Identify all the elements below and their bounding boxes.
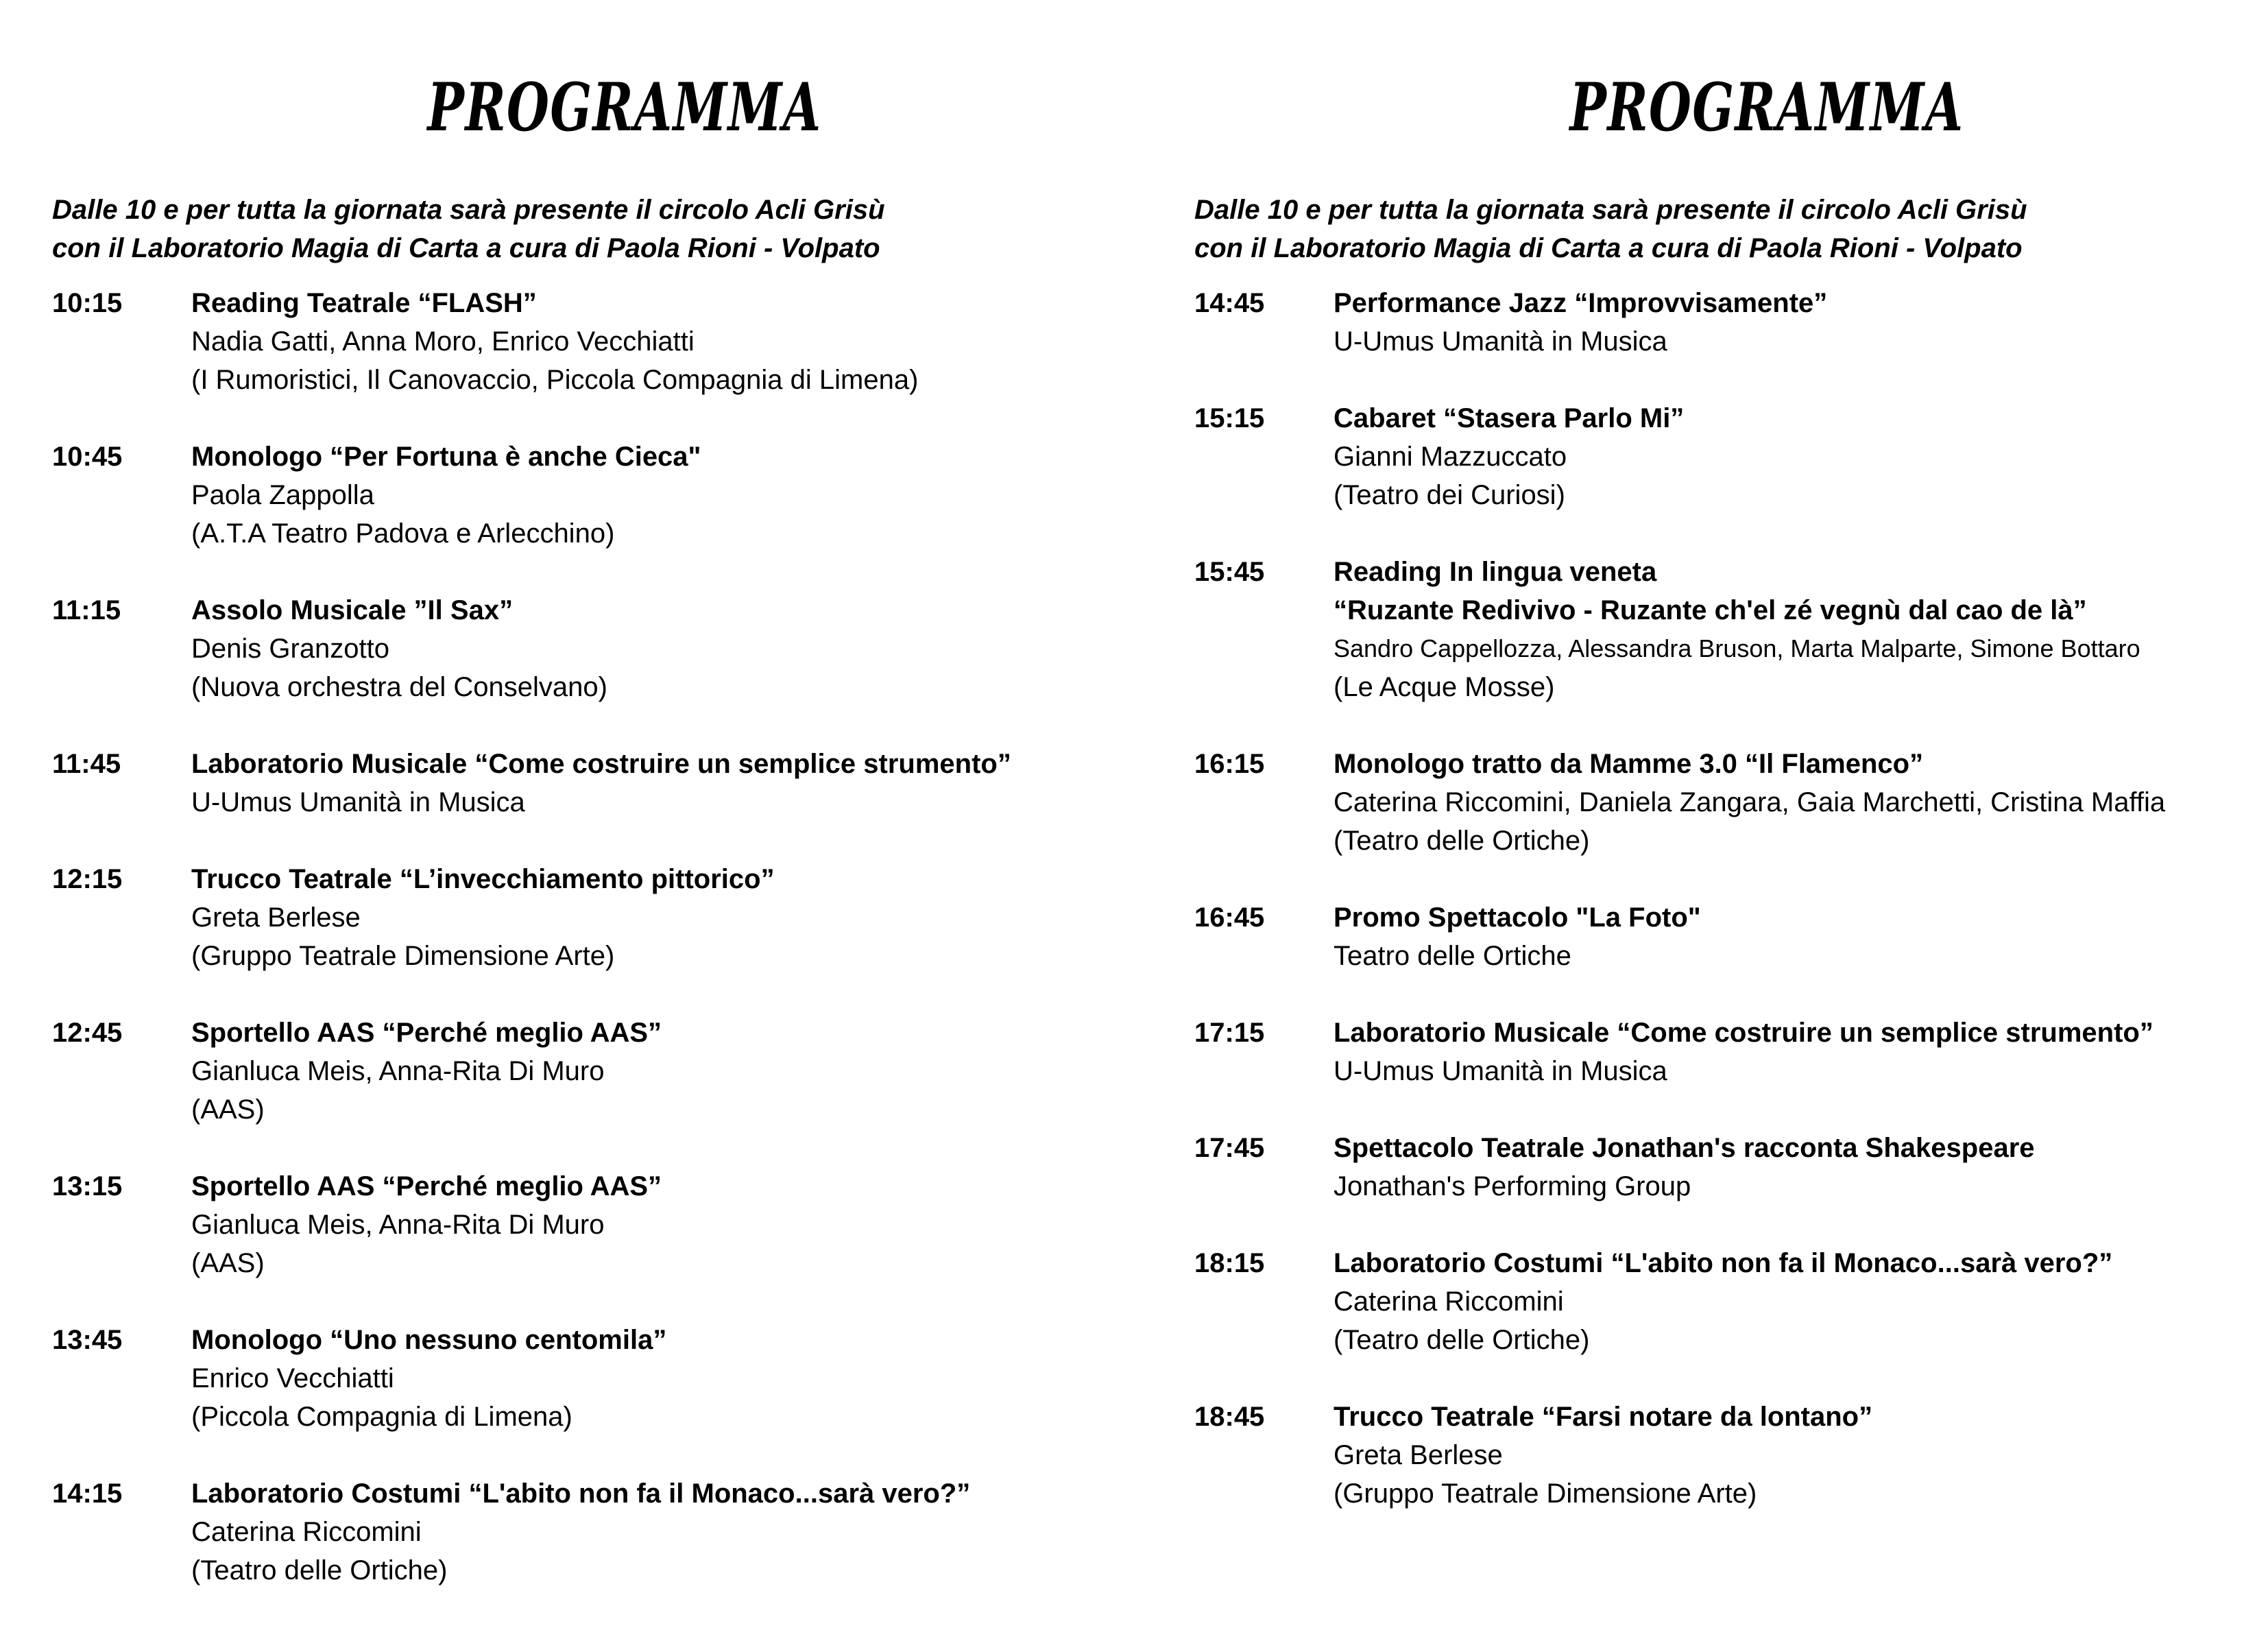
- entry-time: 16:45: [1194, 902, 1265, 933]
- schedule-entry: [1194, 399, 2243, 553]
- entry-performers: Jonathan's Performing Group: [1334, 1171, 1691, 1201]
- schedule-entry: [52, 591, 1122, 745]
- entry-time: 15:15: [1194, 403, 1265, 433]
- entry-performers: U-Umus Umanità in Musica: [1334, 1056, 1667, 1086]
- entry-title: Laboratorio Musicale “Come costruire un semplice strumento”: [1334, 1018, 2154, 1048]
- entry-performers: Enrico Vecchiatti: [191, 1363, 394, 1393]
- entry-title: Laboratorio Musicale “Come costruire un semplice strumento”: [191, 749, 1011, 779]
- entry-performers: U-Umus Umanità in Musica: [191, 787, 525, 817]
- entry-time: 11:15: [52, 595, 121, 625]
- entry-performers: Gianni Mazzuccato: [1334, 442, 1567, 472]
- schedule-entry: [1194, 553, 2243, 745]
- entry-time: 12:15: [52, 864, 123, 894]
- schedule-entry: [1194, 1244, 2243, 1398]
- entry-company: (AAS): [191, 1248, 265, 1278]
- intro-line: Dalle 10 e per tutta la giornata sarà presente il circolo Acli Grisù: [1194, 195, 2027, 225]
- entry-company: (I Rumoristici, Il Canovaccio, Piccola Compagnia di Limena): [191, 365, 919, 395]
- entry-performers: Caterina Riccomini, Daniela Zangara, Gaia Marchetti, Cristina Maffia: [1334, 787, 2166, 817]
- entry-time: 16:15: [1194, 749, 1265, 779]
- entry-performers: Nadia Gatti, Anna Moro, Enrico Vecchiatti: [191, 326, 695, 357]
- entry-company: (Gruppo Teatrale Dimensione Arte): [191, 941, 615, 971]
- entry-title: Sportello AAS “Perché meglio AAS”: [191, 1171, 662, 1201]
- entry-title: Reading Teatrale “FLASH”: [191, 288, 537, 318]
- entry-time: 17:45: [1194, 1133, 1265, 1163]
- entry-performers: Greta Berlese: [1334, 1440, 1503, 1470]
- entry-company: (Teatro dei Curiosi): [1334, 480, 1565, 510]
- entry-title: Promo Spettacolo "La Foto": [1334, 902, 1701, 933]
- schedule-entry: [1194, 1129, 2243, 1244]
- page-title: PROGRAMMA: [1569, 69, 1964, 146]
- schedule-entry: [52, 1167, 1122, 1321]
- right-program-column: [1194, 0, 2243, 1604]
- entry-time: 18:15: [1194, 1248, 1265, 1278]
- entry-time: 11:45: [52, 749, 121, 779]
- entry-title: Reading In lingua veneta: [1334, 557, 1657, 587]
- schedule-entry: [52, 284, 1122, 438]
- entry-time: 15:45: [1194, 557, 1265, 587]
- entry-time: 17:15: [1194, 1018, 1265, 1048]
- schedule-list: [52, 284, 1122, 1628]
- entry-title: Spettacolo Teatrale Jonathan's racconta Shakespeare: [1334, 1133, 2035, 1163]
- entry-time: 12:45: [52, 1018, 123, 1048]
- intro-line: Dalle 10 e per tutta la giornata sarà presente il circolo Acli Grisù: [52, 195, 885, 225]
- entry-performers: Gianluca Meis, Anna-Rita Di Muro: [191, 1056, 605, 1086]
- entry-performers: Caterina Riccomini: [1334, 1286, 1564, 1317]
- entry-performers: Gianluca Meis, Anna-Rita Di Muro: [191, 1210, 605, 1240]
- entry-company: (Nuova orchestra del Conselvano): [191, 672, 607, 702]
- entry-title: Laboratorio Costumi “L'abito non fa il Monaco...sarà vero?”: [191, 1479, 971, 1509]
- intro-text: [1194, 191, 2027, 267]
- entry-company: (AAS): [191, 1094, 265, 1125]
- entry-title: Trucco Teatrale “L’invecchiamento pittorico”: [191, 864, 775, 894]
- schedule-list: [1194, 284, 2243, 1551]
- schedule-entry: [52, 1321, 1122, 1474]
- schedule-entry: [1194, 745, 2243, 898]
- entry-performers: Teatro delle Ortiche: [1334, 941, 1571, 971]
- schedule-entry: [1194, 284, 2243, 399]
- schedule-entry: [52, 1014, 1122, 1167]
- entry-performers: Caterina Riccomini: [191, 1517, 422, 1547]
- schedule-entry: [1194, 1398, 2243, 1551]
- entry-time: 14:15: [52, 1479, 123, 1509]
- entry-title: Monologo “Uno nessuno centomila”: [191, 1325, 667, 1355]
- schedule-entry: [1194, 898, 2243, 1014]
- entry-title: Performance Jazz “Improvvisamente”: [1334, 288, 1828, 318]
- entry-performers: Denis Granzotto: [191, 634, 390, 664]
- entry-performers: U-Umus Umanità in Musica: [1334, 326, 1667, 357]
- entry-company: (Le Acque Mosse): [1334, 672, 1555, 702]
- entry-company: (Teatro delle Ortiche): [1334, 1325, 1590, 1355]
- entry-company: (Piccola Compagnia di Limena): [191, 1402, 572, 1432]
- entry-time: 14:45: [1194, 288, 1265, 318]
- entry-company: (Gruppo Teatrale Dimensione Arte): [1334, 1479, 1757, 1509]
- entry-performers: Greta Berlese: [191, 902, 361, 933]
- entry-performers: Sandro Cappellozza, Alessandra Bruson, Marta Malparte, Simone Bottaro: [1334, 634, 2140, 662]
- entry-time: 13:15: [52, 1171, 123, 1201]
- schedule-entry: [52, 745, 1122, 860]
- entry-time: 10:45: [52, 442, 123, 472]
- entry-title: Monologo “Per Fortuna è anche Cieca": [191, 442, 701, 472]
- entry-company: (Teatro delle Ortiche): [1334, 826, 1590, 856]
- intro-line: con il Laboratorio Magia di Carta a cura di Paola Rioni - Volpato: [1194, 233, 2023, 263]
- schedule-entry: [52, 860, 1122, 1014]
- schedule-entry: [52, 1474, 1122, 1628]
- entry-title: Cabaret “Stasera Parlo Mi”: [1334, 403, 1685, 433]
- entry-time: 18:45: [1194, 1402, 1265, 1432]
- schedule-entry: [52, 438, 1122, 591]
- entry-title: Laboratorio Costumi “L'abito non fa il Monaco...sarà vero?”: [1334, 1248, 2113, 1278]
- entry-title: Sportello AAS “Perché meglio AAS”: [191, 1018, 662, 1048]
- entry-company: (Teatro delle Ortiche): [191, 1555, 448, 1585]
- entry-company: (A.T.A Teatro Padova e Arlecchino): [191, 518, 615, 549]
- entry-title: Assolo Musicale ”Il Sax”: [191, 595, 514, 625]
- entry-title: Trucco Teatrale “Farsi notare da lontano”: [1334, 1402, 1873, 1432]
- entry-subtitle: “Ruzante Redivivo - Ruzante ch'el zé vegnù dal cao de là”: [1334, 595, 2087, 625]
- entry-time: 10:15: [52, 288, 123, 318]
- entry-performers: Paola Zappolla: [191, 480, 374, 510]
- entry-title: Monologo tratto da Mamme 3.0 “Il Flamenco”: [1334, 749, 1924, 779]
- schedule-entry: [1194, 1014, 2243, 1129]
- left-program-column: [52, 0, 1122, 1604]
- entry-time: 13:45: [52, 1325, 123, 1355]
- intro-line: con il Laboratorio Magia di Carta a cura di Paola Rioni - Volpato: [52, 233, 880, 263]
- page-title: PROGRAMMA: [427, 69, 822, 146]
- intro-text: [52, 191, 885, 267]
